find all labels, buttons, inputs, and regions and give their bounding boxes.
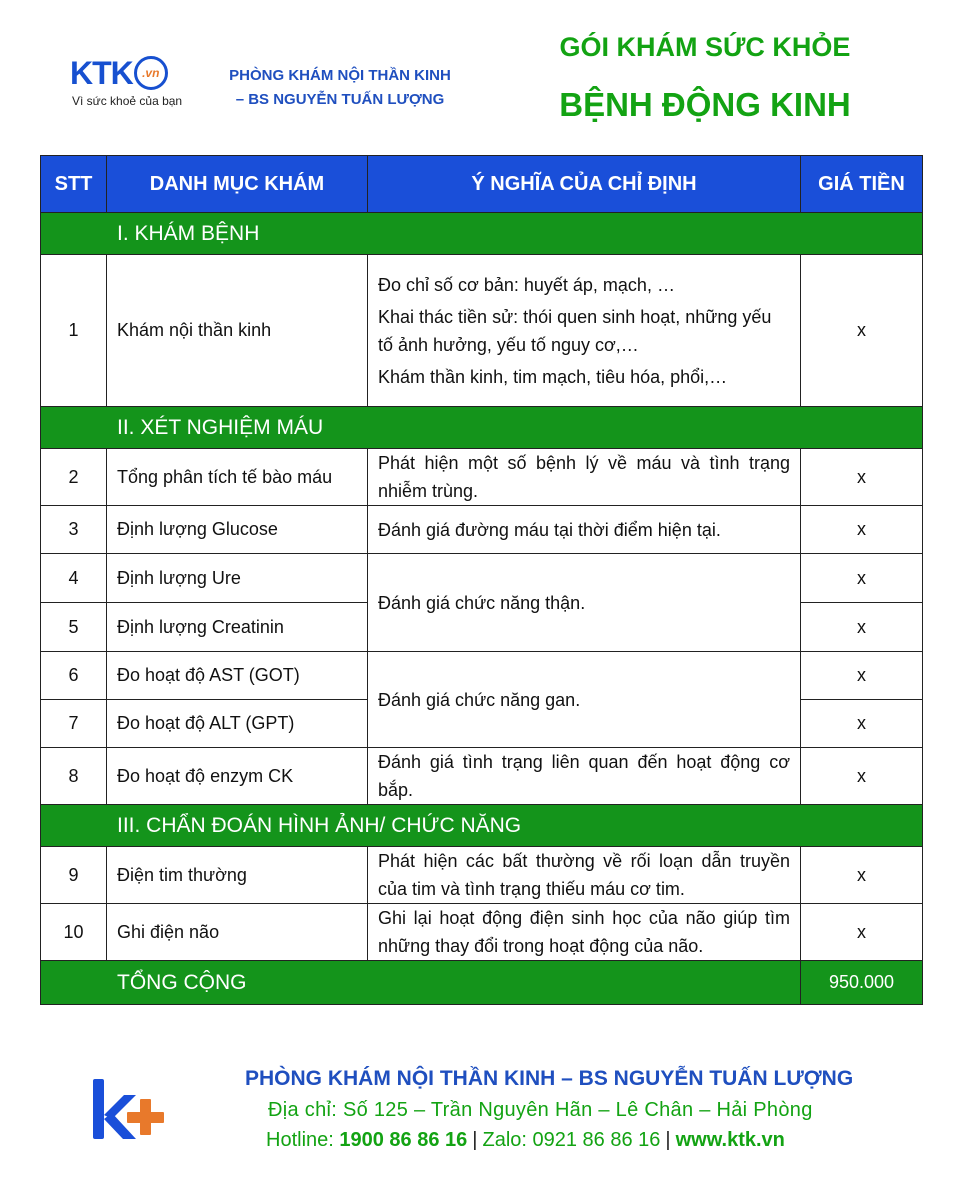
table-row	[41, 652, 923, 700]
table-header-row	[41, 156, 923, 213]
header-meaning: Ý NGHĨA CỦA CHỈ ĐỊNH	[368, 156, 801, 213]
separator: |	[665, 1129, 671, 1151]
table-row	[41, 506, 923, 554]
row-meaning: Phát hiện các bất thường về rối loạn dẫn truyền của tim và tình trạng thiếu máu cơ tim.	[368, 847, 801, 904]
row-price: x	[801, 904, 923, 961]
row-meaning: Ghi lại hoạt động điện sinh học của não giúp tìm những thay đổi trong hoạt động của não.	[368, 904, 801, 961]
row-price: x	[801, 748, 923, 805]
row-stt: 10	[41, 904, 107, 961]
row-name: Định lượng Ure	[107, 554, 368, 603]
row-price: x	[801, 652, 923, 700]
k-plus-logo-icon	[90, 1077, 172, 1143]
section-label: I. KHÁM BỆNH	[41, 213, 923, 255]
header-stt: STT	[41, 156, 107, 213]
meaning-line: Khám thần kinh, tim mạch, tiêu hóa, phổi,…	[378, 366, 728, 387]
table-row	[41, 255, 923, 407]
row-meaning: Đánh giá đường máu tại thời điểm hiện tại.	[368, 506, 801, 554]
clinic-name-line2: – BS NGUYỄN TUẤN LƯỢNG	[235, 91, 445, 108]
header-price: GIÁ TIỀN	[801, 156, 923, 213]
row-stt: 1	[41, 255, 107, 407]
row-name: Tổng phân tích tế bào máu	[107, 449, 368, 506]
row-price: x	[801, 700, 923, 748]
row-stt: 5	[41, 603, 107, 652]
row-name: Điện tim thường	[107, 847, 368, 904]
row-stt: 3	[41, 506, 107, 554]
row-price: x	[801, 603, 923, 652]
row-meaning: Đánh giá chức năng thận.	[368, 554, 801, 652]
table-row	[41, 449, 923, 506]
meaning-line: Đo chỉ số cơ bản: huyết áp, mạch, …	[378, 274, 675, 295]
row-price: x	[801, 449, 923, 506]
meaning-line: Khai thác tiền sử: thói quen sinh hoạt, những yếu tố ảnh hưởng, yếu tố nguy cơ,…	[378, 306, 772, 355]
row-name: Ghi điện não	[107, 904, 368, 961]
row-name: Định lượng Glucose	[107, 506, 368, 554]
separator: |	[472, 1129, 478, 1151]
table-row	[41, 904, 923, 961]
logo-ring	[134, 56, 168, 90]
footer-clinic-name: PHÒNG KHÁM NỘI THẦN KINH – BS NGUYỄN TUẤN LƯỢNG	[245, 1067, 854, 1090]
section-row	[41, 407, 923, 449]
hotline-number[interactable]: 1900 86 86 16	[339, 1129, 468, 1151]
row-price: x	[801, 255, 923, 407]
logo-text: KTK	[70, 55, 133, 91]
page-header	[0, 0, 956, 150]
ktk-logo	[70, 56, 182, 108]
hotline-label: Hotline:	[266, 1129, 340, 1151]
section-label: III. CHẨN ĐOÁN HÌNH ẢNH/ CHỨC NĂNG	[41, 805, 923, 847]
header-name: DANH MỤC KHÁM	[107, 156, 368, 213]
logo-domain: .vn	[142, 66, 160, 80]
row-meaning	[368, 255, 801, 407]
clinic-name	[205, 64, 475, 112]
row-name: Đo hoạt độ AST (GOT)	[107, 652, 368, 700]
table-row	[41, 748, 923, 805]
row-stt: 7	[41, 700, 107, 748]
website-link[interactable]: www.ktk.vn	[675, 1129, 785, 1151]
row-stt: 2	[41, 449, 107, 506]
table-row	[41, 847, 923, 904]
total-row	[41, 961, 923, 1005]
disease-title: BỆNH ĐỘNG KINH	[559, 86, 851, 123]
zalo-contact[interactable]: Zalo: 0921 86 86 16	[482, 1129, 661, 1151]
row-stt: 4	[41, 554, 107, 603]
row-stt: 6	[41, 652, 107, 700]
row-price: x	[801, 847, 923, 904]
footer-address: Địa chỉ: Số 125 – Trần Nguyên Hãn – Lê Chân – Hải Phòng	[268, 1099, 813, 1121]
logo-tagline: Vì sức khoẻ của bạn	[72, 94, 183, 108]
table-row	[41, 554, 923, 603]
row-name: Khám nội thần kinh	[107, 255, 368, 407]
row-price: x	[801, 554, 923, 603]
total-label: TỔNG CỘNG	[41, 961, 801, 1005]
row-stt: 8	[41, 748, 107, 805]
row-name: Đo hoạt độ ALT (GPT)	[107, 700, 368, 748]
row-name: Định lượng Creatinin	[107, 603, 368, 652]
row-name: Đo hoạt độ enzym CK	[107, 748, 368, 805]
section-row	[41, 805, 923, 847]
clinic-name-line1: PHÒNG KHÁM NỘI THẦN KINH	[229, 67, 451, 84]
row-meaning: Đánh giá chức năng gan.	[368, 652, 801, 748]
row-meaning: Phát hiện một số bệnh lý về máu và tình trạng nhiễm trùng.	[368, 449, 801, 506]
total-value: 950.000	[801, 961, 923, 1005]
page-footer	[0, 1055, 956, 1175]
footer-contact	[266, 1129, 785, 1152]
row-stt: 9	[41, 847, 107, 904]
ktk-logo-icon	[70, 56, 182, 90]
section-label: II. XÉT NGHIỆM MÁU	[41, 407, 923, 449]
row-meaning: Đánh giá tình trạng liên quan đến hoạt động cơ bắp.	[368, 748, 801, 805]
price-table	[40, 155, 923, 1005]
package-title: GÓI KHÁM SỨC KHỎE	[559, 32, 851, 62]
row-price: x	[801, 506, 923, 554]
section-row	[41, 213, 923, 255]
